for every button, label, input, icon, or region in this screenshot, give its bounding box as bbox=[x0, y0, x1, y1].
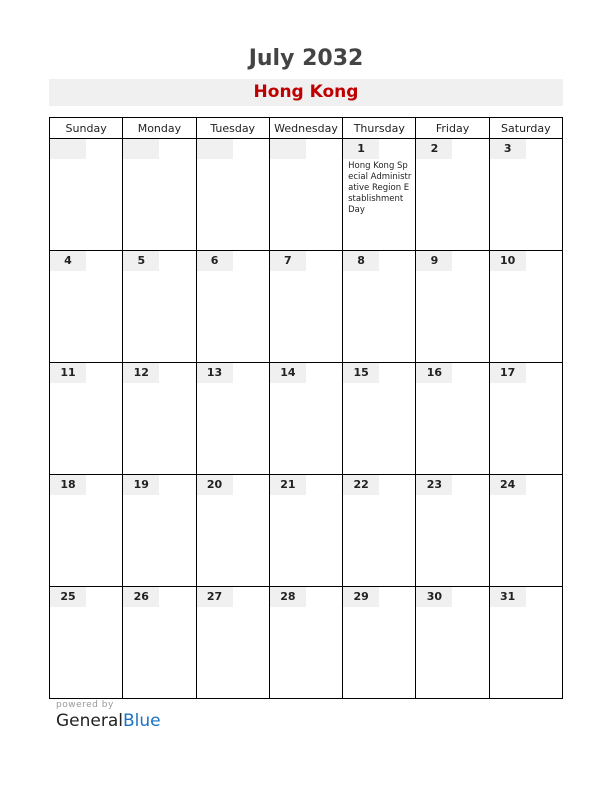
day-cell bbox=[196, 363, 269, 475]
week-row bbox=[50, 251, 563, 363]
day-cell bbox=[489, 251, 562, 363]
week-row bbox=[50, 587, 563, 699]
day-number: 26 bbox=[123, 587, 159, 607]
day-cell bbox=[343, 363, 416, 475]
day-cell bbox=[416, 363, 489, 475]
day-cell bbox=[343, 475, 416, 587]
day-number: 21 bbox=[270, 475, 306, 495]
day-cell bbox=[196, 475, 269, 587]
day-number: 1 bbox=[343, 139, 379, 159]
day-number: 17 bbox=[490, 363, 526, 383]
day-cell bbox=[269, 139, 342, 251]
day-cell bbox=[489, 363, 562, 475]
day-cell bbox=[123, 587, 196, 699]
week-row bbox=[50, 363, 563, 475]
weekday-saturday: Saturday bbox=[489, 118, 562, 139]
day-cell bbox=[489, 587, 562, 699]
day-cell bbox=[269, 587, 342, 699]
day-number: 3 bbox=[490, 139, 526, 159]
day-number: 29 bbox=[343, 587, 379, 607]
day-cell bbox=[416, 251, 489, 363]
day-cell bbox=[50, 139, 123, 251]
day-cell bbox=[489, 139, 562, 251]
day-number: 24 bbox=[490, 475, 526, 495]
day-cell bbox=[269, 475, 342, 587]
day-number: 25 bbox=[50, 587, 86, 607]
day-number: 30 bbox=[416, 587, 452, 607]
day-cell bbox=[343, 587, 416, 699]
holiday-event: Hong Kong Special Administrative Region Establishment Day bbox=[348, 161, 412, 215]
weekday-sunday: Sunday bbox=[50, 118, 123, 139]
day-number: 10 bbox=[490, 251, 526, 271]
day-number: 2 bbox=[416, 139, 452, 159]
powered-by-text: powered by bbox=[56, 700, 114, 710]
day-number bbox=[50, 139, 86, 159]
day-cell bbox=[123, 251, 196, 363]
region-banner bbox=[49, 79, 563, 106]
weekday-header-row bbox=[50, 118, 563, 139]
day-number: 16 bbox=[416, 363, 452, 383]
day-cell bbox=[343, 251, 416, 363]
day-number: 28 bbox=[270, 587, 306, 607]
day-number: 22 bbox=[343, 475, 379, 495]
weekday-tuesday: Tuesday bbox=[196, 118, 269, 139]
day-number bbox=[197, 139, 233, 159]
day-cell bbox=[123, 475, 196, 587]
day-number: 5 bbox=[123, 251, 159, 271]
day-number bbox=[123, 139, 159, 159]
day-number: 23 bbox=[416, 475, 452, 495]
weekday-monday: Monday bbox=[123, 118, 196, 139]
day-number: 8 bbox=[343, 251, 379, 271]
footer-branding bbox=[56, 700, 161, 731]
day-cell bbox=[269, 363, 342, 475]
day-number: 20 bbox=[197, 475, 233, 495]
day-cell bbox=[123, 139, 196, 251]
region-label: Hong Kong bbox=[253, 82, 359, 102]
day-cell bbox=[416, 587, 489, 699]
day-number: 7 bbox=[270, 251, 306, 271]
week-row bbox=[50, 475, 563, 587]
weekday-wednesday: Wednesday bbox=[269, 118, 342, 139]
day-cell bbox=[196, 139, 269, 251]
calendar-grid bbox=[49, 117, 563, 699]
brand-logo-general: General bbox=[56, 711, 123, 731]
week-row bbox=[50, 139, 563, 251]
day-cell bbox=[196, 251, 269, 363]
day-number: 14 bbox=[270, 363, 306, 383]
weekday-thursday: Thursday bbox=[343, 118, 416, 139]
day-cell bbox=[489, 475, 562, 587]
day-cell bbox=[50, 587, 123, 699]
day-cell bbox=[269, 251, 342, 363]
day-cell bbox=[416, 139, 489, 251]
calendar-title: July 2032 bbox=[248, 46, 364, 71]
day-number: 15 bbox=[343, 363, 379, 383]
day-cell bbox=[50, 251, 123, 363]
day-number: 12 bbox=[123, 363, 159, 383]
day-cell bbox=[123, 363, 196, 475]
day-number: 27 bbox=[197, 587, 233, 607]
day-cell bbox=[416, 475, 489, 587]
brand-logo-blue: Blue bbox=[123, 711, 161, 731]
day-number: 31 bbox=[490, 587, 526, 607]
day-number: 19 bbox=[123, 475, 159, 495]
day-number: 9 bbox=[416, 251, 452, 271]
day-cell bbox=[196, 587, 269, 699]
weekday-friday: Friday bbox=[416, 118, 489, 139]
day-cell bbox=[50, 475, 123, 587]
day-number bbox=[270, 139, 306, 159]
day-cell bbox=[343, 139, 416, 251]
day-number: 13 bbox=[197, 363, 233, 383]
day-number: 6 bbox=[197, 251, 233, 271]
day-number: 4 bbox=[50, 251, 86, 271]
brand-logo[interactable] bbox=[56, 711, 161, 731]
day-cell bbox=[50, 363, 123, 475]
day-number: 18 bbox=[50, 475, 86, 495]
day-number: 11 bbox=[50, 363, 86, 383]
